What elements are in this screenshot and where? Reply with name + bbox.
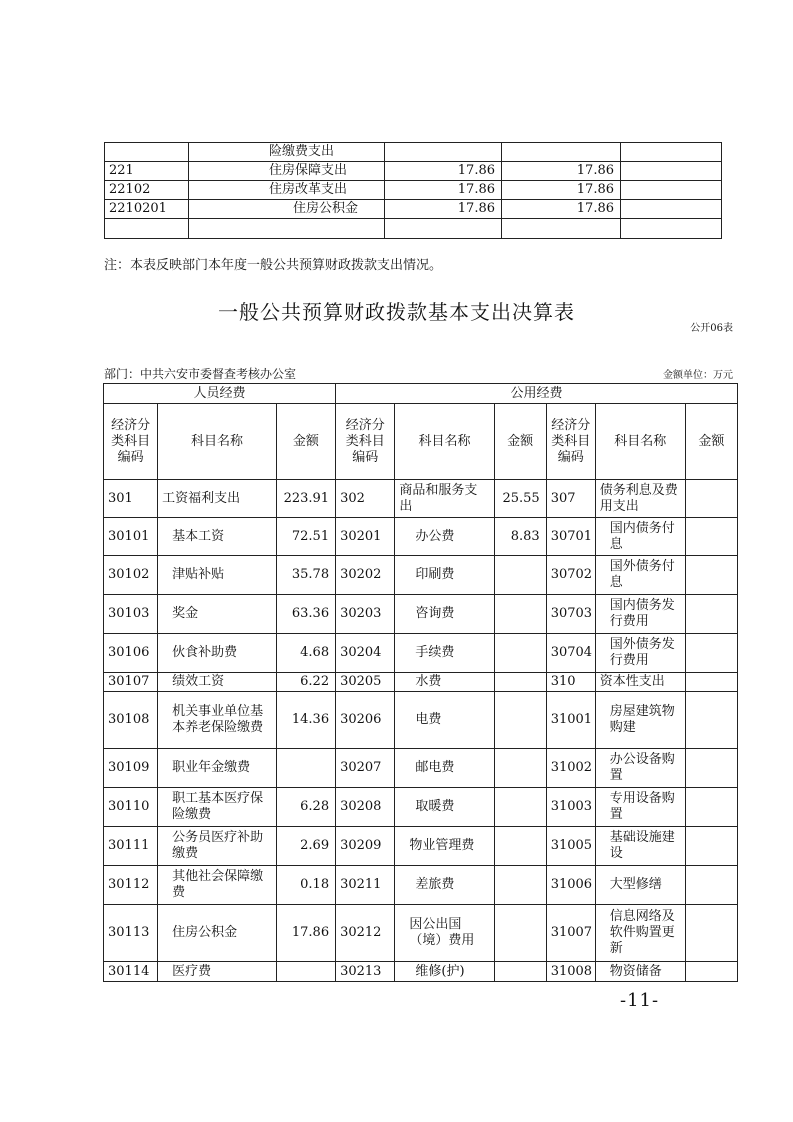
table-row — [105, 219, 722, 239]
capital-code: 31002 — [546, 749, 595, 788]
public-name: 电费 — [395, 692, 494, 749]
personnel-amount — [276, 962, 335, 982]
capital-name: 债务利息及费用支出 — [595, 480, 685, 518]
capital-code: 31008 — [546, 962, 595, 982]
public-amount — [494, 634, 546, 673]
personnel-amount: 223.91 — [276, 480, 335, 518]
personnel-name: 基本工资 — [158, 518, 277, 556]
table-row — [104, 866, 738, 905]
capital-name: 基础设施建设 — [595, 827, 685, 866]
capital-name: 物资储备 — [595, 962, 685, 982]
capital-name: 大型修缮 — [595, 866, 685, 905]
personnel-code: 30113 — [104, 905, 158, 962]
public-name: 维修(护) — [395, 962, 494, 982]
personnel-name: 伙食补助费 — [158, 634, 277, 673]
table-row — [104, 749, 738, 788]
capital-name: 专用设备购置 — [595, 788, 685, 827]
public-name: 物业管理费 — [395, 827, 494, 866]
capital-code: 31006 — [546, 866, 595, 905]
public-amount: 25.55 — [494, 480, 546, 518]
personnel-amount: 35.78 — [276, 556, 335, 595]
capital-code: 31005 — [546, 827, 595, 866]
table-row — [104, 692, 738, 749]
capital-code: 31003 — [546, 788, 595, 827]
capital-name: 房屋建筑物购建 — [595, 692, 685, 749]
capital-code: 31007 — [546, 905, 595, 962]
public-name: 手续费 — [395, 634, 494, 673]
capital-code: 307 — [546, 480, 595, 518]
subject-code: 2210201 — [105, 200, 189, 219]
personnel-amount: 17.86 — [276, 905, 335, 962]
personnel-amount — [276, 749, 335, 788]
personnel-name: 奖金 — [158, 595, 277, 634]
personnel-code: 30112 — [104, 866, 158, 905]
table-row — [104, 595, 738, 634]
total-amount — [385, 143, 502, 162]
table-row — [104, 962, 738, 982]
table-row — [104, 673, 738, 692]
total-amount: 17.86 — [385, 200, 502, 219]
total-amount — [385, 219, 502, 239]
personnel-amount: 14.36 — [276, 692, 335, 749]
capital-amount — [685, 556, 737, 595]
col-code-personnel: 经济分类科目编码 — [104, 404, 158, 480]
table-row — [104, 905, 738, 962]
public-name: 因公出国（境）费用 — [395, 905, 494, 962]
table-row — [105, 143, 722, 162]
public-amount — [494, 866, 546, 905]
capital-amount — [685, 673, 737, 692]
capital-code: 310 — [546, 673, 595, 692]
personnel-code: 30103 — [104, 595, 158, 634]
personnel-name: 机关事业单位基本养老保险缴费 — [158, 692, 277, 749]
capital-code: 31001 — [546, 692, 595, 749]
group-personnel-header: 人员经费 — [104, 384, 336, 404]
capital-code: 30704 — [546, 634, 595, 673]
personnel-code: 30114 — [104, 962, 158, 982]
public-code: 30211 — [336, 866, 395, 905]
public-amount — [494, 692, 546, 749]
capital-amount — [685, 962, 737, 982]
table-row — [105, 162, 722, 181]
subject-code: 221 — [105, 162, 189, 181]
column-header-row — [104, 404, 738, 480]
capital-code: 30703 — [546, 595, 595, 634]
project-amount — [621, 143, 722, 162]
basic-amount: 17.86 — [502, 181, 621, 200]
project-amount — [621, 200, 722, 219]
col-name-personnel: 科目名称 — [158, 404, 277, 480]
capital-name: 国外债务发行费用 — [595, 634, 685, 673]
personnel-name: 公务员医疗补助缴费 — [158, 827, 277, 866]
total-amount: 17.86 — [385, 162, 502, 181]
col-code-capital: 经济分类科目编码 — [546, 404, 595, 480]
personnel-code: 30102 — [104, 556, 158, 595]
public-code: 30212 — [336, 905, 395, 962]
table-row — [104, 518, 738, 556]
public-amount — [494, 749, 546, 788]
col-amount-personnel: 金额 — [276, 404, 335, 480]
personnel-name: 职工基本医疗保险缴费 — [158, 788, 277, 827]
table-row — [104, 634, 738, 673]
public-name: 印刷费 — [395, 556, 494, 595]
capital-amount — [685, 905, 737, 962]
personnel-name: 工资福利支出 — [158, 480, 277, 518]
project-amount — [621, 181, 722, 200]
public-name: 咨询费 — [395, 595, 494, 634]
total-amount: 17.86 — [385, 181, 502, 200]
public-code: 30203 — [336, 595, 395, 634]
col-amount-public: 金额 — [494, 404, 546, 480]
group-public-header: 公用经费 — [336, 384, 738, 404]
personnel-name: 津贴补贴 — [158, 556, 277, 595]
table-row — [105, 200, 722, 219]
public-name: 商品和服务支出 — [395, 480, 494, 518]
public-code: 30208 — [336, 788, 395, 827]
public-code: 302 — [336, 480, 395, 518]
department-label: 部门：中共六安市委督查考核办公室 — [104, 367, 297, 381]
personnel-code: 30110 — [104, 788, 158, 827]
public-amount — [494, 827, 546, 866]
project-amount — [621, 219, 722, 239]
public-name: 办公费 — [395, 518, 494, 556]
subject-name: 住房公积金 — [189, 200, 385, 219]
capital-amount — [685, 827, 737, 866]
public-code: 30205 — [336, 673, 395, 692]
capital-amount — [685, 692, 737, 749]
personnel-code: 30111 — [104, 827, 158, 866]
group-header-row — [104, 384, 738, 404]
public-code: 30201 — [336, 518, 395, 556]
col-code-public: 经济分类科目编码 — [336, 404, 395, 480]
basic-expenditure-table — [103, 383, 738, 982]
capital-amount — [685, 634, 737, 673]
page-number: -11- — [620, 990, 660, 1011]
continued-expenditure-table — [104, 142, 722, 239]
personnel-code: 30109 — [104, 749, 158, 788]
public-name: 水费 — [395, 673, 494, 692]
col-name-public: 科目名称 — [395, 404, 494, 480]
capital-name: 国外债务付息 — [595, 556, 685, 595]
personnel-code: 30108 — [104, 692, 158, 749]
table-note: 注：本表反映部门本年度一般公共预算财政拨款支出情况。 — [104, 258, 443, 273]
personnel-amount: 2.69 — [276, 827, 335, 866]
subject-name: 险缴费支出 — [189, 143, 385, 162]
public-amount — [494, 962, 546, 982]
capital-name: 资本性支出 — [595, 673, 685, 692]
capital-code: 30702 — [546, 556, 595, 595]
subject-code — [105, 219, 189, 239]
capital-name: 办公设备购置 — [595, 749, 685, 788]
subject-name — [189, 219, 385, 239]
basic-amount: 17.86 — [502, 200, 621, 219]
table-row — [105, 181, 722, 200]
personnel-code: 301 — [104, 480, 158, 518]
capital-amount — [685, 866, 737, 905]
capital-name: 国内债务付息 — [595, 518, 685, 556]
public-name: 取暖费 — [395, 788, 494, 827]
capital-name: 国内债务发行费用 — [595, 595, 685, 634]
capital-amount — [685, 595, 737, 634]
public-amount: 8.83 — [494, 518, 546, 556]
personnel-amount: 6.22 — [276, 673, 335, 692]
form-code: 公开06表 — [690, 323, 733, 334]
public-amount — [494, 673, 546, 692]
amount-unit-label: 金额单位：万元 — [663, 370, 733, 381]
public-amount — [494, 556, 546, 595]
personnel-amount: 0.18 — [276, 866, 335, 905]
public-code: 30209 — [336, 827, 395, 866]
public-amount — [494, 905, 546, 962]
page-title: 一般公共预算财政拨款基本支出决算表 — [218, 300, 575, 324]
table-row — [104, 480, 738, 518]
personnel-amount: 72.51 — [276, 518, 335, 556]
subject-code: 22102 — [105, 181, 189, 200]
table-row — [104, 556, 738, 595]
public-code: 30202 — [336, 556, 395, 595]
personnel-name: 职业年金缴费 — [158, 749, 277, 788]
personnel-name: 住房公积金 — [158, 905, 277, 962]
public-amount — [494, 788, 546, 827]
subject-code — [105, 143, 189, 162]
public-code: 30213 — [336, 962, 395, 982]
personnel-name: 绩效工资 — [158, 673, 277, 692]
capital-code: 30701 — [546, 518, 595, 556]
personnel-amount: 4.68 — [276, 634, 335, 673]
public-amount — [494, 595, 546, 634]
subject-name: 住房保障支出 — [189, 162, 385, 181]
capital-name: 信息网络及软件购置更新 — [595, 905, 685, 962]
capital-amount — [685, 480, 737, 518]
public-code: 30206 — [336, 692, 395, 749]
personnel-code: 30106 — [104, 634, 158, 673]
personnel-name: 医疗费 — [158, 962, 277, 982]
capital-amount — [685, 518, 737, 556]
public-name: 邮电费 — [395, 749, 494, 788]
public-code: 30204 — [336, 634, 395, 673]
capital-amount — [685, 749, 737, 788]
subject-name: 住房改革支出 — [189, 181, 385, 200]
table-row — [104, 827, 738, 866]
personnel-name: 其他社会保障缴费 — [158, 866, 277, 905]
project-amount — [621, 162, 722, 181]
public-name: 差旅费 — [395, 866, 494, 905]
basic-amount: 17.86 — [502, 162, 621, 181]
public-code: 30207 — [336, 749, 395, 788]
personnel-amount: 63.36 — [276, 595, 335, 634]
basic-amount — [502, 143, 621, 162]
personnel-amount: 6.28 — [276, 788, 335, 827]
col-name-capital: 科目名称 — [595, 404, 685, 480]
personnel-code: 30107 — [104, 673, 158, 692]
table-row — [104, 788, 738, 827]
basic-amount — [502, 219, 621, 239]
col-amount-capital: 金额 — [685, 404, 737, 480]
personnel-code: 30101 — [104, 518, 158, 556]
capital-amount — [685, 788, 737, 827]
